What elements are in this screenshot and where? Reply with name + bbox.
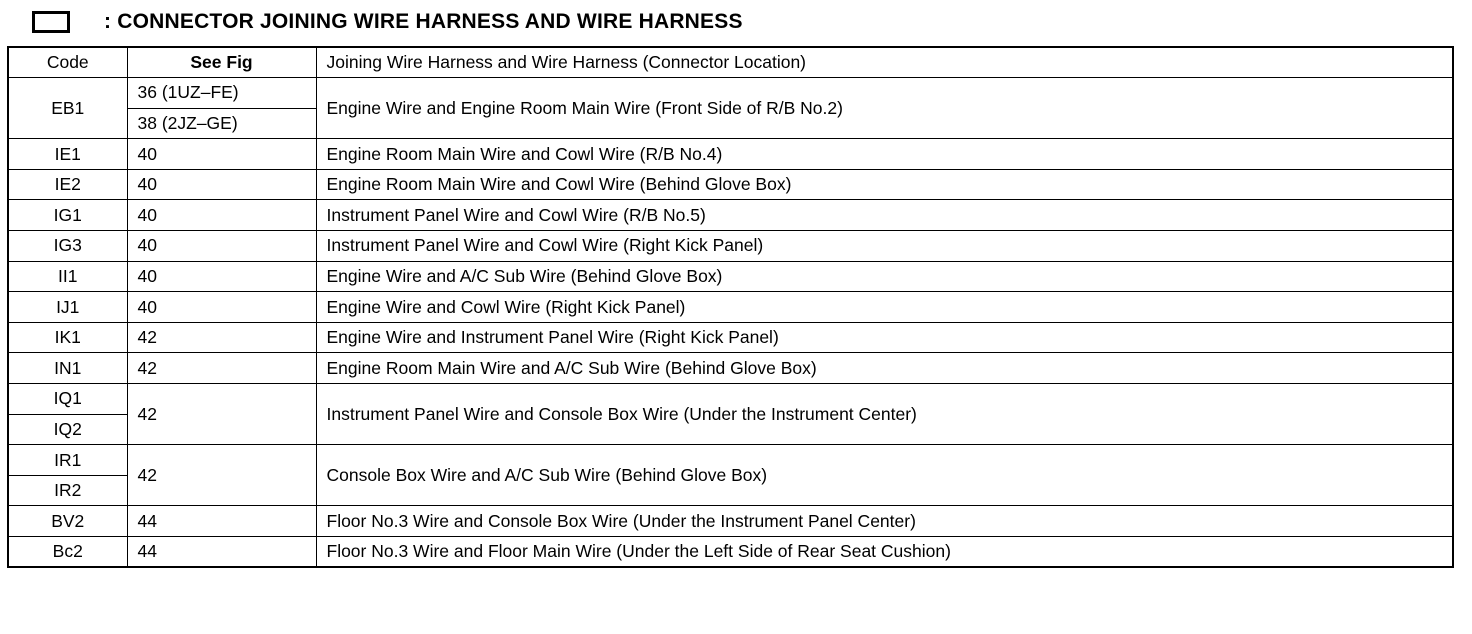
see-fig-cell: 42 [127,384,316,445]
code-cell: IQ1 [8,384,127,415]
table-row [8,445,1453,476]
code-cell: IK1 [8,322,127,353]
description-cell: Instrument Panel Wire and Cowl Wire (R/B No.5) [316,200,1453,231]
see-fig-cell: 36 (1UZ–FE) [127,78,316,109]
code-cell: IG3 [8,231,127,262]
description-cell: Instrument Panel Wire and Console Box Wire (Under the Instrument Center) [316,384,1453,445]
code-cell: IG1 [8,200,127,231]
description-cell: Engine Wire and Instrument Panel Wire (Right Kick Panel) [316,322,1453,353]
see-fig-cell: 40 [127,200,316,231]
description-cell: Engine Room Main Wire and Cowl Wire (R/B No.4) [316,139,1453,170]
code-cell: II1 [8,261,127,292]
description-cell: Instrument Panel Wire and Cowl Wire (Right Kick Panel) [316,231,1453,262]
connector-table [7,46,1454,568]
see-fig-cell: 42 [127,322,316,353]
description-cell: Engine Room Main Wire and A/C Sub Wire (Behind Glove Box) [316,353,1453,384]
code-cell: IN1 [8,353,127,384]
page-title: : CONNECTOR JOINING WIRE HARNESS AND WIRE HARNESS [104,10,743,33]
table-row [8,200,1453,231]
see-fig-cell: 44 [127,537,316,568]
see-fig-cell: 40 [127,261,316,292]
table-row [8,353,1453,384]
description-cell: Engine Room Main Wire and Cowl Wire (Behind Glove Box) [316,169,1453,200]
code-cell: IR2 [8,475,127,506]
table-row [8,506,1453,537]
code-cell: IE2 [8,169,127,200]
title-row [32,6,743,38]
code-cell: IJ1 [8,292,127,323]
see-fig-cell: 40 [127,139,316,170]
code-cell: IQ2 [8,414,127,445]
table-row [8,139,1453,170]
table-header-row [8,47,1453,78]
table-row [8,537,1453,568]
table-row [8,292,1453,323]
description-cell: Console Box Wire and A/C Sub Wire (Behind Glove Box) [316,445,1453,506]
see-fig-cell: 42 [127,445,316,506]
code-cell: Bc2 [8,537,127,568]
see-fig-cell: 44 [127,506,316,537]
description-cell: Engine Wire and A/C Sub Wire (Behind Glove Box) [316,261,1453,292]
header-code: Code [8,47,127,78]
code-cell: IR1 [8,445,127,476]
see-fig-cell: 40 [127,292,316,323]
table-row [8,384,1453,415]
header-description: Joining Wire Harness and Wire Harness (Connector Location) [316,47,1453,78]
table-row [8,322,1453,353]
code-cell: EB1 [8,78,127,139]
table-body [8,78,1453,568]
see-fig-cell: 40 [127,169,316,200]
table-row [8,169,1453,200]
see-fig-cell: 42 [127,353,316,384]
table-row [8,78,1453,109]
table-row [8,231,1453,262]
description-cell: Floor No.3 Wire and Console Box Wire (Under the Instrument Panel Center) [316,506,1453,537]
code-cell: IE1 [8,139,127,170]
see-fig-cell: 40 [127,231,316,262]
see-fig-cell: 38 (2JZ–GE) [127,108,316,139]
description-cell: Engine Wire and Engine Room Main Wire (Front Side of R/B No.2) [316,78,1453,139]
header-see-fig: See Fig [127,47,316,78]
code-cell: BV2 [8,506,127,537]
description-cell: Engine Wire and Cowl Wire (Right Kick Panel) [316,292,1453,323]
connector-legend-box-icon [32,11,70,33]
description-cell: Floor No.3 Wire and Floor Main Wire (Under the Left Side of Rear Seat Cushion) [316,537,1453,568]
table-row [8,261,1453,292]
